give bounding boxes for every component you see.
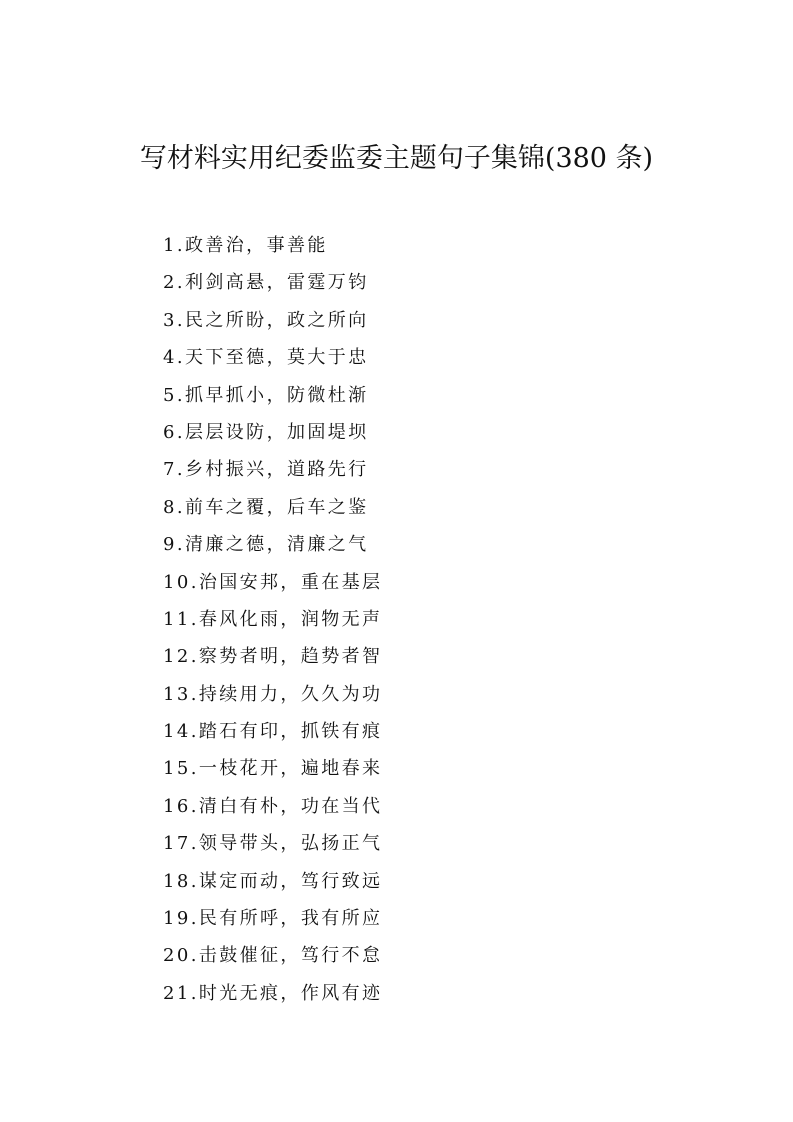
document-title: 写材料实用纪委监委主题句子集锦(380 条) [139, 143, 654, 174]
phrase-item: 21.时光无痕，作风有迹 [163, 982, 383, 1004]
phrase-item: 8.前车之覆，后车之鉴 [163, 496, 369, 518]
phrase-list [163, 227, 382, 1012]
phrase-item: 6.层层设防，加固堤坝 [163, 421, 369, 443]
phrase-item: 14.踏石有印，抓铁有痕 [163, 721, 383, 743]
phrase-item: 9.清廉之德，清廉之气 [163, 534, 369, 556]
phrase-item: 16.清白有朴，功在当代 [163, 795, 383, 817]
phrase-item: 19.民有所呼，我有所应 [163, 908, 383, 930]
phrase-item: 15.一枝花开，遍地春来 [163, 758, 383, 780]
phrase-item: 11.春风化雨，润物无声 [163, 608, 383, 630]
phrase-item: 4.天下至德，莫大于忠 [163, 347, 369, 369]
phrase-item: 17.领导带头，弘扬正气 [163, 833, 383, 855]
phrase-item: 12.察势者明，趋势者智 [163, 646, 383, 668]
phrase-item: 5.抓早抓小，防微杜渐 [163, 384, 369, 406]
phrase-item: 3.民之所盼，政之所向 [163, 309, 369, 331]
phrase-item: 10.治国安邦，重在基层 [163, 571, 383, 593]
phrase-item: 2.利剑高悬，雷霆万钧 [163, 272, 369, 294]
phrase-item: 13.持续用力，久久为功 [163, 683, 383, 705]
phrase-item: 18.谋定而动，笃行致远 [163, 870, 383, 892]
phrase-item: 1.政善治，事善能 [163, 235, 328, 256]
phrase-item: 20.击鼓催征，笃行不怠 [163, 945, 383, 967]
phrase-item: 7.乡村振兴，道路先行 [163, 459, 369, 481]
